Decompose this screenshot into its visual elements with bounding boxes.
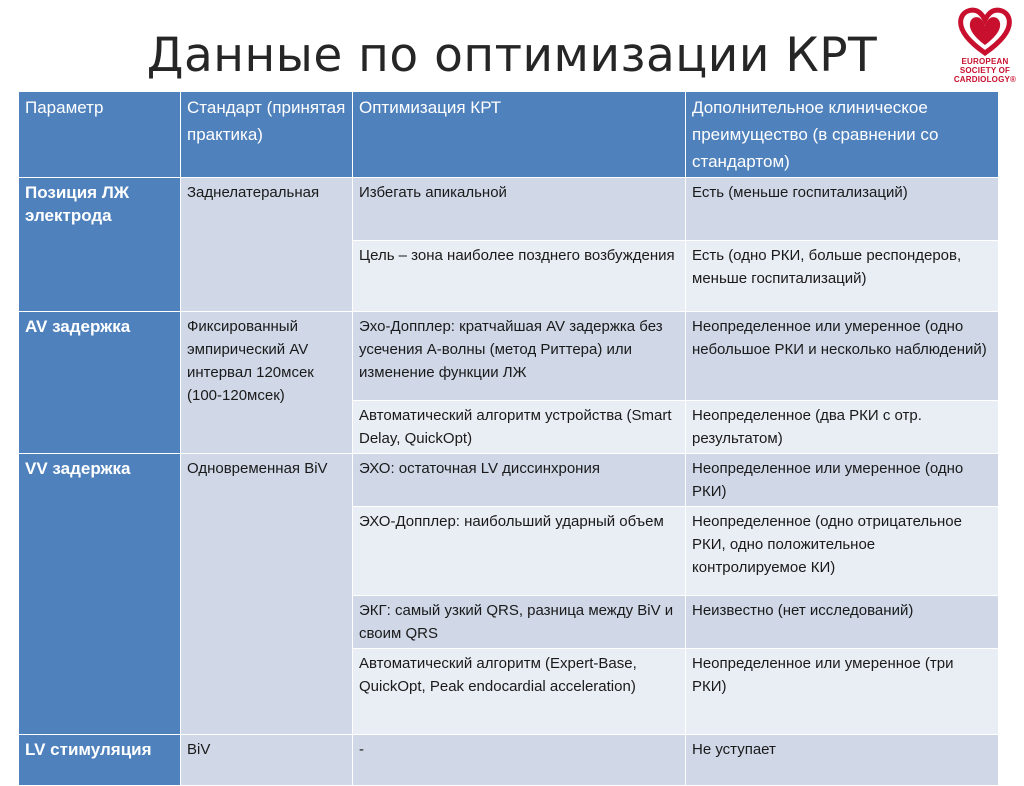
param-cell: LV стимуляция xyxy=(19,735,181,786)
table-row xyxy=(19,735,999,786)
benefit-cell: Неопределенное (два РКИ с отр. результатом) xyxy=(686,401,999,454)
table-row xyxy=(19,178,999,241)
benefit-cell: Неизвестно (нет исследований) xyxy=(686,596,999,649)
slide-title: Данные по оптимизации КРТ xyxy=(146,28,878,83)
benefit-cell: Есть (меньше госпитализаций) xyxy=(686,178,999,241)
benefit-cell: Есть (одно РКИ, больше респондеров, меньше госпитализаций) xyxy=(686,241,999,312)
optimization-cell: Избегать апикальной xyxy=(353,178,686,241)
optimization-cell: Эхо-Допплер: кратчайшая AV задержка без усечения А-волны (метод Риттера) или изменение функции ЛЖ xyxy=(353,312,686,401)
table-row xyxy=(19,454,999,507)
optimization-cell: ЭХО: остаточная LV диссинхрония xyxy=(353,454,686,507)
optimization-cell: ЭКГ: самый узкий QRS, разница между BiV и своим QRS xyxy=(353,596,686,649)
table-row xyxy=(19,312,999,401)
benefit-cell: Неопределенное (одно отрицательное РКИ, одно положительное контролируемое КИ) xyxy=(686,507,999,596)
standard-cell: Одновременная BiV xyxy=(181,454,353,735)
crt-optimization-table xyxy=(18,91,999,786)
header-parameter: Параметр xyxy=(19,92,181,178)
logo-text xyxy=(950,57,1020,84)
logo-line-2: SOCIETY OF xyxy=(959,66,1011,75)
logo-line-1: EUROPEAN xyxy=(961,57,1009,66)
table-header-row xyxy=(19,92,999,178)
heart-logo-icon xyxy=(957,6,1013,56)
benefit-cell: Неопределенное или умеренное (одно небольшое РКИ и несколько наблюдений) xyxy=(686,312,999,401)
esc-logo xyxy=(950,6,1020,94)
header-benefit: Дополнительное клиническое преимущество (в сравнении со стандартом) xyxy=(686,92,999,178)
header-standard: Стандарт (принятая практика) xyxy=(181,92,353,178)
standard-cell: BiV xyxy=(181,735,353,786)
benefit-cell: Не уступает xyxy=(686,735,999,786)
benefit-cell: Неопределенное или умеренное (три РКИ) xyxy=(686,649,999,735)
optimization-cell: - xyxy=(353,735,686,786)
optimization-cell: Цель – зона наиболее позднего возбуждения xyxy=(353,241,686,312)
optimization-cell: Автоматический алгоритм устройства (Smart Delay, QuickOpt) xyxy=(353,401,686,454)
logo-line-3: CARDIOLOGY® xyxy=(953,75,1017,84)
param-cell: Позиция ЛЖ электрода xyxy=(19,178,181,312)
standard-cell: Фиксированный эмпирический AV интервал 120мсек (100-120мсек) xyxy=(181,312,353,454)
param-cell: VV задержка xyxy=(19,454,181,735)
optimization-cell: ЭХО-Допплер: наибольший ударный объем xyxy=(353,507,686,596)
benefit-cell: Неопределенное или умеренное (одно РКИ) xyxy=(686,454,999,507)
standard-cell: Заднелатеральная xyxy=(181,178,353,312)
header-optimization: Оптимизация КРТ xyxy=(353,92,686,178)
optimization-cell: Автоматический алгоритм (Expert-Base, QuickOpt, Peak endocardial acceleration) xyxy=(353,649,686,735)
param-cell: AV задержка xyxy=(19,312,181,454)
